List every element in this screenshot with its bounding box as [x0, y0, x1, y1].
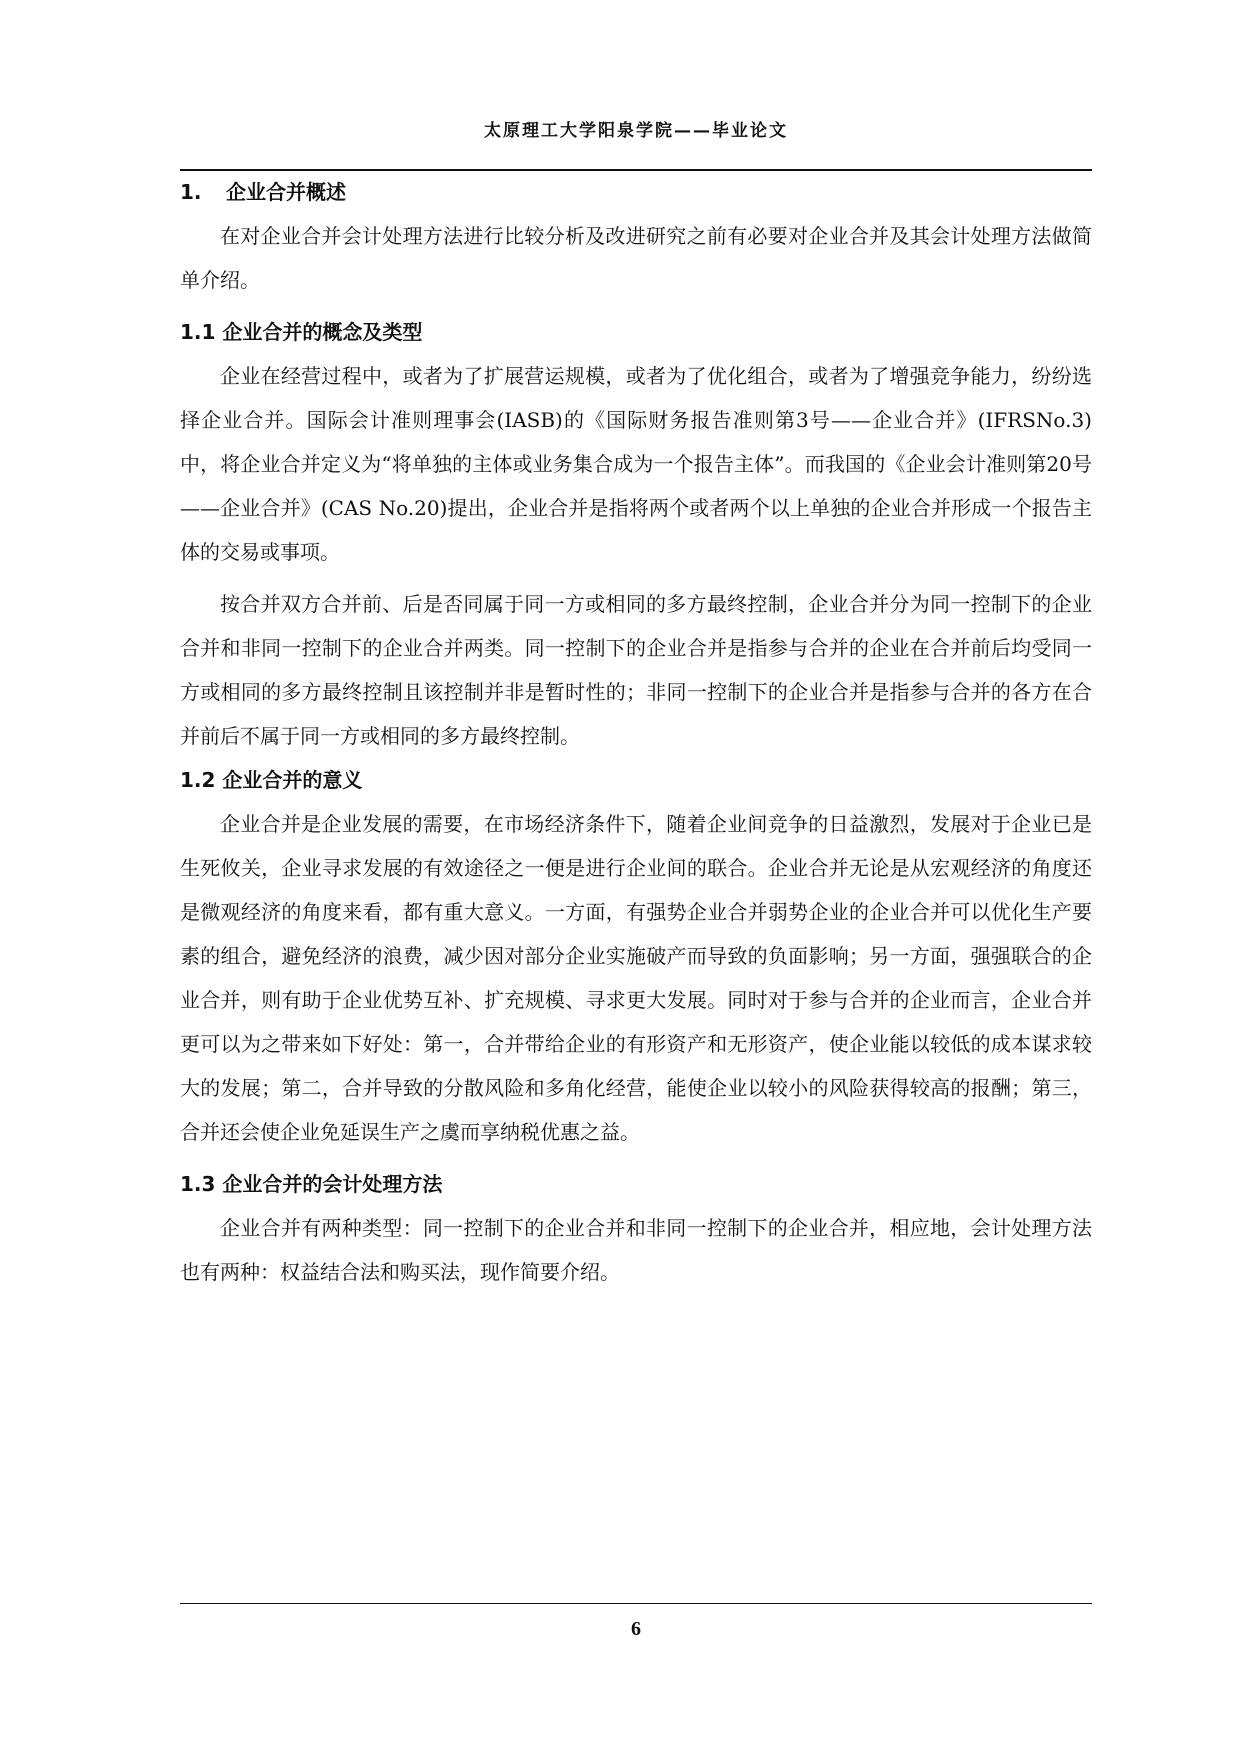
section-1-paragraph: 在对企业合并会计处理方法进行比较分析及改进研究之前有必要对企业合并及其会计处理方法做简单介绍。 — [180, 224, 1092, 292]
section-1-1-paragraph-1: 企业在经营过程中，或者为了扩展营运规模，或者为了优化组合，或者为了增强竞争能力，纷纷选择企业合并。国际会计准则理事会(IASB)的《国际财务报告准则第3号——企业合并》(IFRSNo.3)中，将企业合并定义为“将单独的主体或业务集合成为一个报告主体”。而我国的《企业会计准则第20号——企业合并》(CAS No.20)提出，企业合并是指将两个或者两个以上单独的企业合并形成一个报告主体的交易或事项。 — [180, 364, 1092, 564]
section-1-3-paragraph: 企业合并有两种类型：同一控制下的企业合并和非同一控制下的企业合并，相应地，会计处理方法也有两种：权益结合法和购买法，现作简要介绍。 — [180, 1216, 1092, 1284]
page-body — [180, 170, 1092, 1294]
footer-rule — [180, 1603, 1092, 1604]
section-1-2-paragraph: 企业合并是企业发展的需要，在市场经济条件下，随着企业间竞争的日益激烈，发展对于企业已是生死攸关，企业寻求发展的有效途径之一便是进行企业间的联合。企业合并无论是从宏观经济的角度还是微观经济的角度来看，都有重大意义。一方面，有强势企业合并弱势企业的企业合并可以优化生产要素的组合，避免经济的浪费，减少因对部分企业实施破产而导致的负面影响；另一方面，强强联合的企业合并，则有助于企业优势互补、扩充规模、寻求更大发展。同时对于参与合并的企业而言，企业合并更可以为之带来如下好处：第一，合并带给企业的有形资产和无形资产，使企业能以较低的成本谋求较大的发展；第二，合并导致的分散风险和多角化经营，能使企业以较小的风险获得较高的报酬；第三，合并还会使企业免延误生产之虞而享纳税优惠之益。 — [180, 812, 1092, 1144]
section-1-3-heading: 1.3 企业合并的会计处理方法 — [180, 1172, 443, 1196]
section-1-1-paragraph-2: 按合并双方合并前、后是否同属于同一方或相同的多方最终控制，企业合并分为同一控制下的企业合并和非同一控制下的企业合并两类。同一控制下的企业合并是指参与合并的企业在合并前后均受同一方或相同的多方最终控制且该控制并非是暂时性的；非同一控制下的企业合并是指参与合并的各方在合并前后不属于同一方或相同的多方最终控制。 — [180, 592, 1092, 748]
running-header: 太原理工大学阳泉学院——毕业论文 — [484, 121, 788, 141]
page-number: 6 — [631, 1618, 641, 1640]
section-1-1-heading: 1.1 企业合并的概念及类型 — [180, 320, 423, 344]
section-1-2-heading: 1.2 企业合并的意义 — [180, 768, 363, 792]
section-1-number: 1. — [180, 180, 202, 204]
section-1-heading — [180, 170, 1092, 214]
section-1-title: 企业合并概述 — [226, 180, 346, 204]
